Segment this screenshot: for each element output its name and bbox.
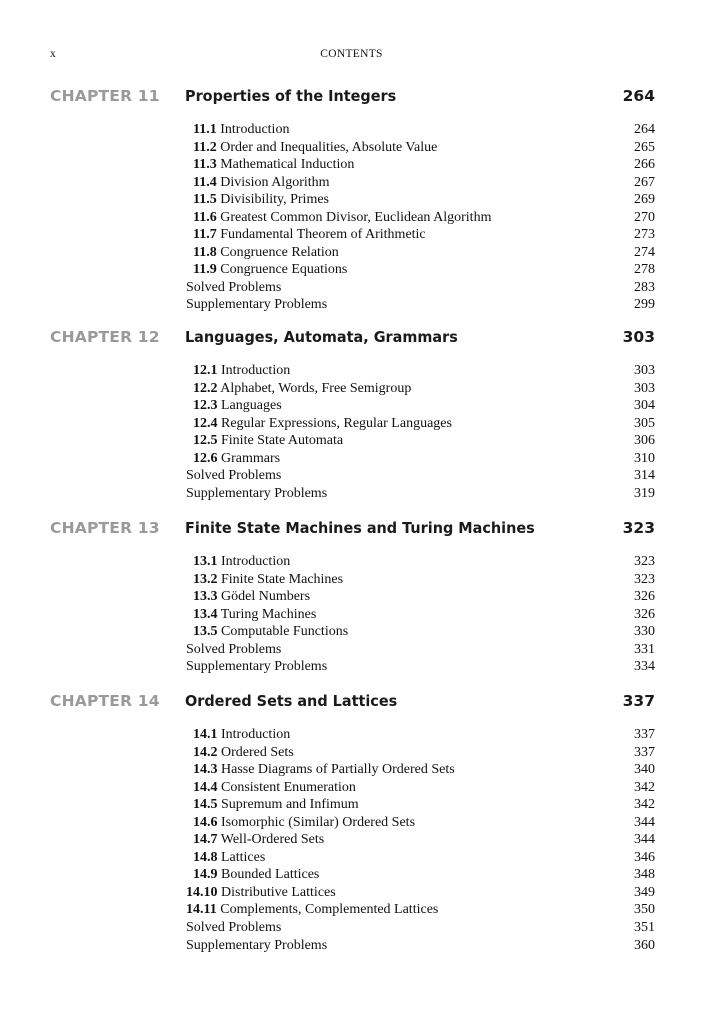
section-label	[193, 174, 330, 192]
entry-page: 331	[634, 641, 655, 657]
chapter-label: CHAPTER 11	[50, 87, 160, 105]
section-number: 12.6	[193, 450, 218, 466]
section-page: 273	[634, 227, 655, 243]
entry-page: 351	[634, 920, 655, 936]
entry-page: 314	[634, 468, 655, 484]
section-page: 303	[634, 363, 655, 378]
toc-section-entry[interactable]	[0, 415, 703, 433]
entry-title: Supplementary Problems	[186, 297, 328, 313]
toc-section-entry[interactable]	[0, 814, 703, 832]
section-label	[193, 191, 329, 209]
section-label	[193, 415, 452, 433]
section-title: Regular Expressions, Regular Languages	[221, 415, 452, 431]
section-title: Computable Functions	[221, 624, 349, 640]
chapter-block	[0, 87, 703, 314]
toc-section-entry[interactable]	[0, 726, 703, 744]
section-number: 14.8	[193, 849, 218, 865]
section-label	[193, 450, 280, 468]
section-number: 14.9	[193, 867, 218, 883]
section-title: Well-Ordered Sets	[220, 832, 325, 848]
section-number: 12.4	[193, 415, 218, 431]
section-title: Hasse Diagrams of Partially Ordered Sets	[221, 762, 455, 778]
toc-section-entry[interactable]	[0, 779, 703, 797]
section-title: Ordered Sets	[221, 744, 294, 760]
supplementary-problems-entry[interactable]	[0, 658, 703, 676]
chapter-heading[interactable]	[0, 328, 703, 352]
section-number: 11.6	[193, 209, 217, 225]
section-title: Turing Machines	[220, 606, 317, 622]
section-title: Gödel Numbers	[221, 589, 311, 605]
toc-section-entry[interactable]	[0, 191, 703, 209]
solved-problems-entry[interactable]	[0, 919, 703, 937]
section-label	[193, 156, 354, 174]
section-page: 337	[634, 744, 655, 760]
section-label	[193, 831, 324, 849]
section-title: Introduction	[220, 122, 290, 137]
solved-problems-entry[interactable]	[0, 279, 703, 297]
toc-section-entry[interactable]	[0, 121, 703, 139]
section-label	[193, 588, 310, 606]
section-page: 305	[634, 415, 655, 431]
entry-title: Solved Problems	[186, 279, 282, 295]
section-number: 11.9	[193, 262, 217, 278]
section-list	[0, 121, 703, 314]
section-title: Complements, Complemented Lattices	[220, 902, 439, 918]
section-number: 13.2	[193, 571, 218, 587]
section-label	[193, 571, 343, 589]
chapter-block	[0, 519, 703, 676]
section-title: Grammars	[221, 450, 281, 466]
section-number: 11.5	[193, 192, 217, 208]
section-list	[0, 553, 703, 676]
section-label	[193, 261, 347, 279]
solved-problems-entry[interactable]	[0, 467, 703, 485]
toc-section-entry[interactable]	[0, 866, 703, 884]
toc-section-entry[interactable]	[0, 432, 703, 450]
entry-page: 299	[634, 297, 655, 313]
toc-section-entry[interactable]	[0, 450, 703, 468]
section-page: 278	[634, 262, 655, 278]
toc-section-entry[interactable]	[0, 901, 703, 919]
section-page: 267	[634, 174, 655, 190]
section-number: 14.7	[193, 832, 218, 848]
section-title: Congruence Relation	[220, 244, 339, 260]
solved-problems-entry[interactable]	[0, 641, 703, 659]
toc-section-entry[interactable]	[0, 884, 703, 902]
section-label	[193, 866, 319, 884]
toc-section-entry[interactable]	[0, 139, 703, 157]
toc-section-entry[interactable]	[0, 831, 703, 849]
section-title: Isomorphic (Similar) Ordered Sets	[221, 814, 416, 830]
chapter-page: 323	[622, 519, 655, 537]
supplementary-problems-entry[interactable]	[0, 937, 703, 955]
section-number: 13.3	[193, 589, 218, 605]
toc-section-entry[interactable]	[0, 244, 703, 262]
entry-title: Supplementary Problems	[186, 659, 328, 675]
section-page: 350	[634, 902, 655, 918]
section-page: 344	[634, 814, 655, 830]
section-label	[193, 380, 411, 398]
section-page: 310	[634, 450, 655, 466]
chapter-heading[interactable]	[0, 519, 703, 543]
section-label	[193, 726, 290, 744]
toc-section-entry[interactable]	[0, 744, 703, 762]
section-number: 13.4	[193, 606, 218, 622]
section-title: Languages	[221, 398, 282, 414]
section-number: 11.1	[193, 122, 217, 137]
chapter-block	[0, 692, 703, 954]
section-page: 306	[634, 433, 655, 449]
section-label	[193, 814, 415, 832]
section-list	[0, 726, 703, 954]
page-header	[0, 46, 703, 66]
section-page: 323	[634, 571, 655, 587]
chapter-heading[interactable]	[0, 692, 703, 716]
section-label	[193, 849, 265, 867]
section-label	[193, 623, 348, 641]
supplementary-problems-entry[interactable]	[0, 485, 703, 503]
section-title: Divisibility, Primes	[220, 192, 330, 208]
entry-title: Supplementary Problems	[186, 485, 328, 501]
section-page: 323	[634, 554, 655, 569]
section-number: 14.3	[193, 762, 218, 778]
toc-section-entry[interactable]	[0, 226, 703, 244]
section-title: Supremum and Infimum	[221, 797, 359, 813]
section-number: 14.11	[186, 902, 217, 918]
section-number: 11.3	[193, 157, 217, 173]
chapter-title: Ordered Sets and Lattices	[185, 692, 398, 710]
section-number: 11.2	[193, 139, 217, 155]
chapter-label: CHAPTER 13	[50, 519, 160, 537]
toc-section-entry[interactable]	[0, 209, 703, 227]
section-page: 326	[634, 606, 655, 622]
section-label	[186, 901, 438, 919]
section-page: 342	[634, 797, 655, 813]
chapter-heading[interactable]	[0, 87, 703, 111]
section-number: 13.5	[193, 624, 218, 640]
section-page: 344	[634, 832, 655, 848]
section-title: Greatest Common Divisor, Euclidean Algorithm	[220, 209, 492, 225]
section-page: 303	[634, 380, 655, 396]
running-title: CONTENTS	[320, 48, 383, 60]
section-title: Alphabet, Words, Free Semigroup	[220, 380, 412, 396]
section-page: 326	[634, 589, 655, 605]
toc-section-entry[interactable]	[0, 588, 703, 606]
section-page: 349	[634, 884, 655, 900]
section-label	[193, 244, 339, 262]
section-page: 264	[634, 122, 655, 137]
section-page: 266	[634, 157, 655, 173]
section-page: 348	[634, 867, 655, 883]
toc-section-entry[interactable]	[0, 606, 703, 624]
section-number: 12.1	[193, 363, 218, 378]
section-title: Consistent Enumeration	[221, 779, 356, 795]
section-title: Finite State Automata	[221, 433, 344, 449]
section-label	[193, 744, 294, 762]
section-number: 11.4	[193, 174, 217, 190]
section-number: 14.2	[193, 744, 218, 760]
section-label	[186, 884, 336, 902]
entry-title: Supplementary Problems	[186, 937, 328, 953]
section-label	[193, 432, 343, 450]
section-title: Fundamental Theorem of Arithmetic	[220, 227, 426, 243]
section-label	[193, 779, 356, 797]
chapter-page: 264	[622, 87, 655, 105]
entry-page: 360	[634, 937, 655, 953]
entry-page: 319	[634, 485, 655, 501]
toc-section-entry[interactable]	[0, 174, 703, 192]
section-page: 342	[634, 779, 655, 795]
chapter-label: CHAPTER 14	[50, 692, 160, 710]
section-page: 265	[634, 139, 655, 155]
section-number: 12.3	[193, 398, 218, 414]
section-title: Introduction	[221, 727, 291, 742]
section-page: 340	[634, 762, 655, 778]
section-number: 11.7	[193, 227, 217, 243]
toc-section-entry[interactable]	[0, 571, 703, 589]
chapter-title: Finite State Machines and Turing Machines	[185, 519, 535, 537]
section-label	[193, 121, 289, 139]
chapter-title: Properties of the Integers	[185, 87, 397, 105]
toc-section-entry[interactable]	[0, 623, 703, 641]
section-label	[193, 397, 282, 415]
section-number: 14.5	[193, 797, 218, 813]
supplementary-problems-entry[interactable]	[0, 296, 703, 314]
toc-section-entry[interactable]	[0, 796, 703, 814]
section-page: 304	[634, 398, 655, 414]
section-title: Distributive Lattices	[221, 884, 336, 900]
section-title: Introduction	[221, 554, 291, 569]
section-number: 14.6	[193, 814, 218, 830]
toc-section-entry[interactable]	[0, 261, 703, 279]
toc-section-entry[interactable]	[0, 761, 703, 779]
section-number: 14.10	[186, 884, 218, 900]
section-label	[193, 139, 437, 157]
section-label	[193, 796, 359, 814]
section-number: 12.2	[193, 380, 218, 396]
section-number: 13.1	[193, 554, 218, 569]
section-title: Division Algorithm	[220, 174, 330, 190]
entry-page: 283	[634, 279, 655, 295]
section-title: Mathematical Induction	[220, 157, 355, 173]
section-page: 269	[634, 192, 655, 208]
page-number: x	[50, 48, 57, 60]
chapter-label: CHAPTER 12	[50, 328, 160, 346]
section-list	[0, 362, 703, 502]
entry-title: Solved Problems	[186, 641, 282, 657]
section-label	[193, 553, 290, 571]
chapter-page: 337	[622, 692, 655, 710]
section-number: 14.4	[193, 779, 218, 795]
toc-section-entry[interactable]	[0, 362, 703, 380]
toc-section-entry[interactable]	[0, 156, 703, 174]
section-label	[193, 761, 455, 779]
section-number: 14.1	[193, 727, 218, 742]
section-page: 330	[634, 624, 655, 640]
section-title: Bounded Lattices	[221, 867, 320, 883]
section-title: Congruence Equations	[220, 262, 348, 278]
section-label	[193, 362, 290, 380]
chapter-block	[0, 328, 703, 502]
section-title: Order and Inequalities, Absolute Value	[220, 139, 438, 155]
section-title: Introduction	[221, 363, 291, 378]
section-page: 270	[634, 209, 655, 225]
chapter-page: 303	[622, 328, 655, 346]
section-page: 346	[634, 849, 655, 865]
section-number: 12.5	[193, 433, 218, 449]
entry-title: Solved Problems	[186, 468, 282, 484]
toc-section-entry[interactable]	[0, 380, 703, 398]
section-label	[193, 606, 316, 624]
toc-section-entry[interactable]	[0, 397, 703, 415]
toc-section-entry[interactable]	[0, 553, 703, 571]
section-title: Lattices	[221, 849, 266, 865]
section-number: 11.8	[193, 244, 217, 260]
entry-title: Solved Problems	[186, 920, 282, 936]
entry-page: 334	[634, 659, 655, 675]
section-page: 337	[634, 727, 655, 742]
toc-section-entry[interactable]	[0, 849, 703, 867]
section-title: Finite State Machines	[221, 571, 344, 587]
section-page: 274	[634, 244, 655, 260]
section-label	[193, 226, 426, 244]
chapter-title: Languages, Automata, Grammars	[185, 328, 458, 346]
section-label	[193, 209, 491, 227]
